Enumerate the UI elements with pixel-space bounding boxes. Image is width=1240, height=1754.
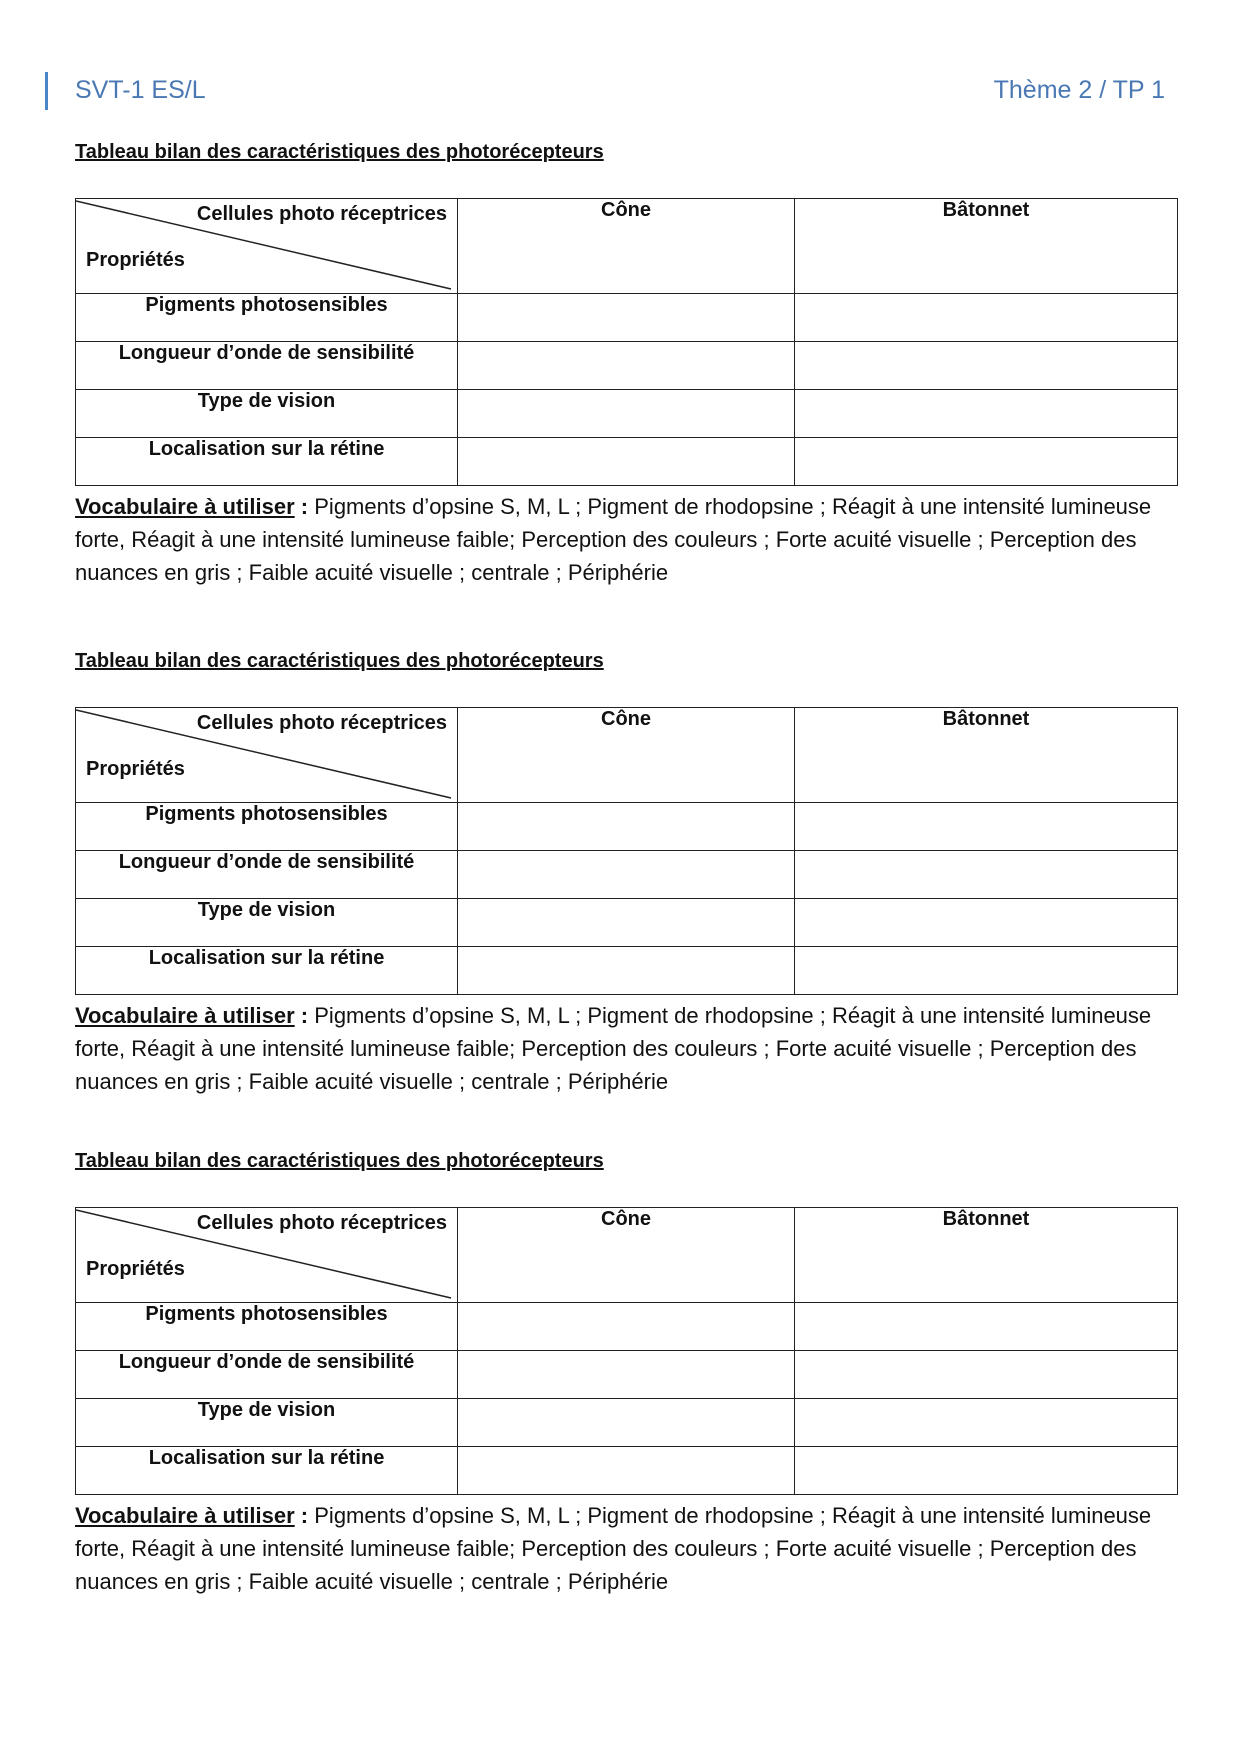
row-header: Longueur d’onde de sensibilité xyxy=(76,1351,458,1399)
row-header: Pigments photosensibles xyxy=(76,803,458,851)
answer-cell[interactable] xyxy=(458,899,795,947)
vocabulary-text: Pigments d’opsine S, M, L ; Pigment de rhodopsine ; Réagit à une intensité lumineuse forte, Réagit à une intensité lumineuse faible; Perception des couleurs ; Forte acuité visuelle ; Perception des nuances en gris ; Faible acuité visuelle ; centrale ; Périphérie xyxy=(75,494,1152,585)
corner-top-label: Cellules photo réceptrices xyxy=(196,1212,447,1234)
corner-bottom-label: Propriétés xyxy=(86,758,185,780)
answer-cell[interactable] xyxy=(795,851,1178,899)
answer-cell[interactable] xyxy=(458,947,795,995)
answer-cell[interactable] xyxy=(458,1399,795,1447)
answer-cell[interactable] xyxy=(458,851,795,899)
vocabulary-paragraph xyxy=(75,999,1177,1098)
header-accent-bar xyxy=(45,72,48,110)
block-title: Tableau bilan des caractéristiques des photorécepteurs xyxy=(75,650,604,672)
answer-cell[interactable] xyxy=(458,1351,795,1399)
corner-top-label: Cellules photo réceptrices xyxy=(196,712,447,734)
answer-cell[interactable] xyxy=(795,1351,1178,1399)
answer-cell[interactable] xyxy=(795,947,1178,995)
header-theme: Thème 2 / TP 1 xyxy=(993,76,1165,104)
column-header-batonnet: Bâtonnet xyxy=(795,199,1178,294)
vocabulary-colon: : xyxy=(294,494,309,519)
column-header-batonnet: Bâtonnet xyxy=(795,708,1178,803)
vocabulary-text: Pigments d’opsine S, M, L ; Pigment de rhodopsine ; Réagit à une intensité lumineuse forte, Réagit à une intensité lumineuse faible; Perception des couleurs ; Forte acuité visuelle ; Perception des nuances en gris ; Faible acuité visuelle ; centrale ; Périphérie xyxy=(75,1003,1152,1094)
vocabulary-text: Pigments d’opsine S, M, L ; Pigment de rhodopsine ; Réagit à une intensité lumineuse forte, Réagit à une intensité lumineuse faible; Perception des couleurs ; Forte acuité visuelle ; Perception des nuances en gris ; Faible acuité visuelle ; centrale ; Périphérie xyxy=(75,1503,1152,1594)
answer-cell[interactable] xyxy=(795,294,1178,342)
table-header-row xyxy=(76,1208,1178,1303)
corner-top-label: Cellules photo réceptrices xyxy=(196,203,447,225)
answer-cell[interactable] xyxy=(458,1303,795,1351)
vocabulary-label: Vocabulaire à utiliser xyxy=(75,494,295,519)
corner-bottom-label: Propriétés xyxy=(86,1258,185,1280)
answer-cell[interactable] xyxy=(795,1303,1178,1351)
answer-cell[interactable] xyxy=(458,390,795,438)
block-title: Tableau bilan des caractéristiques des photorécepteurs xyxy=(75,141,604,163)
vocabulary-label: Vocabulaire à utiliser xyxy=(75,1003,295,1028)
table-row xyxy=(76,851,1178,899)
row-header: Type de vision xyxy=(76,390,458,438)
answer-cell[interactable] xyxy=(795,1399,1178,1447)
vocabulary-label: Vocabulaire à utiliser xyxy=(75,1503,295,1528)
answer-cell[interactable] xyxy=(795,390,1178,438)
row-header: Localisation sur la rétine xyxy=(76,438,458,486)
vocabulary-paragraph xyxy=(75,1499,1177,1598)
header-course: SVT-1 ES/L xyxy=(75,76,206,104)
summary-table xyxy=(75,198,1178,486)
corner-cell xyxy=(76,199,458,294)
answer-cell[interactable] xyxy=(458,342,795,390)
answer-cell[interactable] xyxy=(795,899,1178,947)
table-row xyxy=(76,438,1178,486)
summary-block-3 xyxy=(75,1147,1177,1594)
row-header: Longueur d’onde de sensibilité xyxy=(76,851,458,899)
table-row xyxy=(76,947,1178,995)
row-header: Pigments photosensibles xyxy=(76,1303,458,1351)
corner-bottom-label: Propriétés xyxy=(86,249,185,271)
vocabulary-colon: : xyxy=(294,1503,309,1528)
table-header-row xyxy=(76,708,1178,803)
column-header-cone: Cône xyxy=(458,708,795,803)
table-row xyxy=(76,390,1178,438)
column-header-cone: Cône xyxy=(458,199,795,294)
row-header: Localisation sur la rétine xyxy=(76,947,458,995)
table-row xyxy=(76,1303,1178,1351)
row-header: Localisation sur la rétine xyxy=(76,1447,458,1495)
row-header: Type de vision xyxy=(76,899,458,947)
table-row xyxy=(76,899,1178,947)
corner-cell xyxy=(76,708,458,803)
table-row xyxy=(76,1351,1178,1399)
answer-cell[interactable] xyxy=(795,342,1178,390)
answer-cell[interactable] xyxy=(458,803,795,851)
answer-cell[interactable] xyxy=(795,1447,1178,1495)
row-header: Longueur d’onde de sensibilité xyxy=(76,342,458,390)
table-row xyxy=(76,1399,1178,1447)
summary-block-2 xyxy=(75,647,1177,1094)
vocabulary-colon: : xyxy=(294,1003,309,1028)
answer-cell[interactable] xyxy=(795,438,1178,486)
answer-cell[interactable] xyxy=(458,294,795,342)
vocabulary-paragraph xyxy=(75,490,1177,589)
table-row xyxy=(76,342,1178,390)
summary-table xyxy=(75,707,1178,995)
column-header-batonnet: Bâtonnet xyxy=(795,1208,1178,1303)
answer-cell[interactable] xyxy=(458,438,795,486)
table-row xyxy=(76,294,1178,342)
row-header: Type de vision xyxy=(76,1399,458,1447)
corner-cell xyxy=(76,1208,458,1303)
answer-cell[interactable] xyxy=(458,1447,795,1495)
column-header-cone: Cône xyxy=(458,1208,795,1303)
table-row xyxy=(76,803,1178,851)
block-title: Tableau bilan des caractéristiques des photorécepteurs xyxy=(75,1150,604,1172)
summary-block-1 xyxy=(75,138,1177,585)
table-row xyxy=(76,1447,1178,1495)
answer-cell[interactable] xyxy=(795,803,1178,851)
table-header-row xyxy=(76,199,1178,294)
row-header: Pigments photosensibles xyxy=(76,294,458,342)
summary-table xyxy=(75,1207,1178,1495)
